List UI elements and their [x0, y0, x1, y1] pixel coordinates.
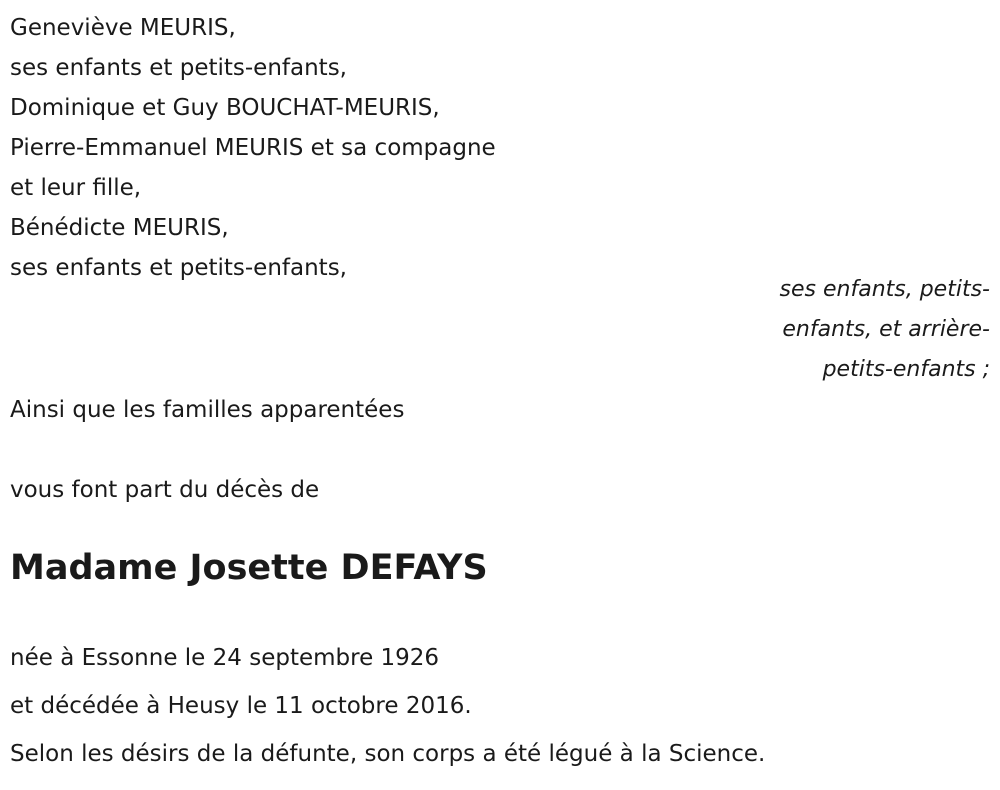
family-line: et leur fille,	[10, 175, 142, 201]
deceased-name: Madame Josette DEFAYS	[10, 548, 488, 588]
family-line: ses enfants et petits-enfants,	[10, 255, 347, 281]
announcement-text: vous font part du décès de	[10, 477, 320, 503]
family-line: Geneviève MEURIS,	[10, 15, 236, 41]
family-line: Pierre-Emmanuel MEURIS et sa compagne	[10, 135, 496, 161]
italic-line: ses enfants, petits-	[779, 277, 990, 302]
note-text: Selon les désirs de la défunte, son corps a été légué à la Science.	[10, 741, 766, 767]
birth-text: née à Essonne le 24 septembre 1926	[10, 645, 440, 671]
family-line: ses enfants et petits-enfants,	[10, 55, 347, 81]
family-line: Dominique et Guy BOUCHAT-MEURIS,	[10, 95, 440, 121]
italic-line: petits-enfants ;	[822, 357, 990, 382]
relatives-text: Ainsi que les familles apparentées	[10, 397, 405, 423]
italic-line: enfants, et arrière-	[782, 317, 990, 342]
death-text: et décédée à Heusy le 11 octobre 2016.	[10, 693, 472, 719]
family-line: Bénédicte MEURIS,	[10, 215, 229, 241]
